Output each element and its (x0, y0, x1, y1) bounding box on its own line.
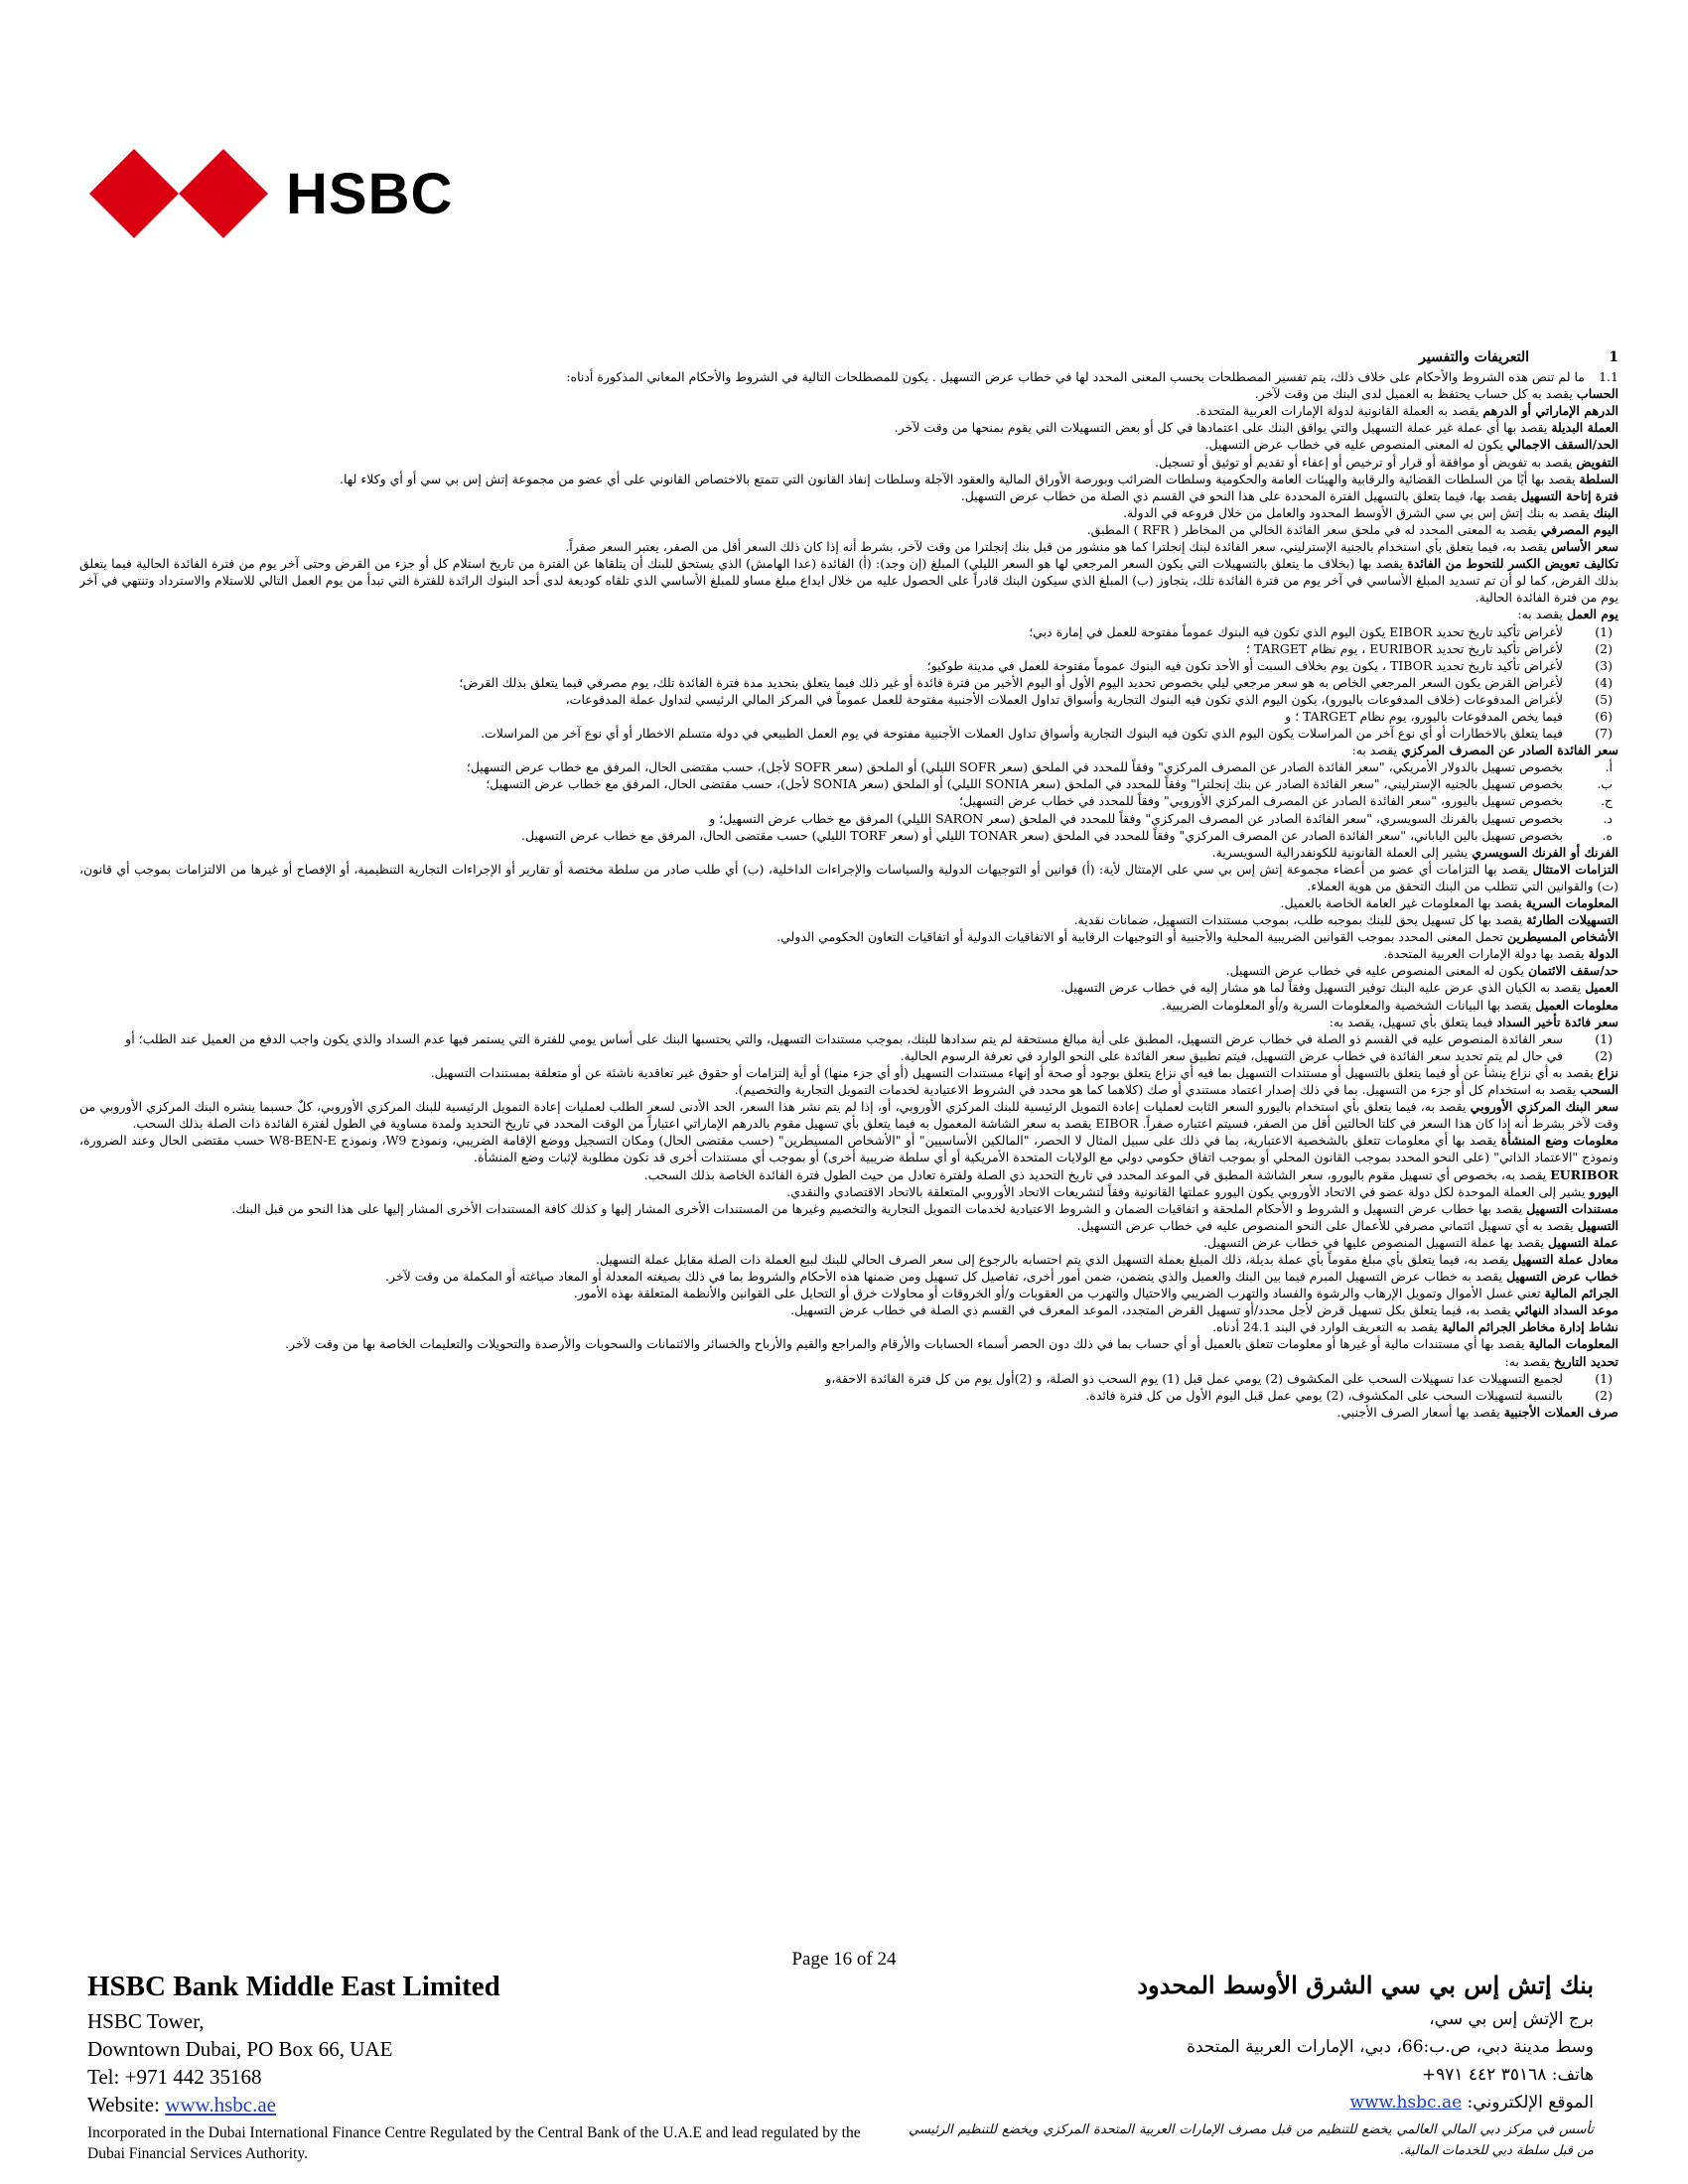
list-text: لأغراض القرض يكون السعر المرجعي الخاص به هو سعر مرجعي ليلي بخصوص تحديد اليوم الأول أو اليوم الأخير من فترة فائدة أو غير ذلك فيما يتعلق بتحديد مدة فترة الفائدة تلك، يوم مصرفي فيما يتعلق بذلك القرض؛ (459, 674, 1563, 690)
definition-paragraph (79, 606, 1618, 622)
list-marker: (2) (1595, 640, 1613, 656)
defined-term: الحد/السقف الاجمالي (1506, 437, 1618, 453)
definition-paragraph (79, 385, 1618, 402)
list-text: لأغراض تأكيد تاريخ تحديد EIBOR يكون اليوم الذي تكون فيه البنوك عموماً مفتوحة للعمل في إمارة دبي؛ (1029, 623, 1563, 639)
defined-term: المعلومات السرية (1525, 895, 1618, 910)
definition-text: يكون له المعنى المنصوص عليه في خطاب عرض التسهيل. (1204, 437, 1503, 453)
definition-paragraph (79, 1098, 1618, 1132)
list-marker: ج. (1600, 793, 1613, 809)
defined-term: سعر الفائدة الصادر عن المصرف المركزي (1401, 743, 1618, 758)
list-item (79, 792, 1618, 809)
defined-term: التسهيلات الطارئة (1526, 912, 1618, 928)
definition-paragraph (79, 504, 1618, 521)
footer-website-link-ar[interactable]: www.hsbc.ae (1349, 2093, 1463, 2113)
definition-paragraph (79, 1285, 1618, 1301)
definition-paragraph (79, 436, 1618, 453)
list-marker: (6) (1595, 708, 1613, 724)
list-item (79, 1370, 1618, 1387)
list-marker: (4) (1595, 674, 1613, 690)
definition-text: يقصد به، بخصوص أي تسهيل مقوم باليورو، سعر الشاشة المطبق في الموعد المحدد في تاريخ التحديد ذي الصلة ولفترة تعادل من حيث الطول فترة الفائدة الخاصة بذلك السحب. (643, 1166, 1547, 1182)
list-item (79, 775, 1618, 792)
defined-term: عملة التسهيل (1547, 1234, 1618, 1250)
definition-paragraph (79, 1200, 1618, 1217)
defined-term: مستندات التسهيل (1526, 1200, 1618, 1216)
definition-text: يقصد بها، فيما يتعلق بالتسهيل الفترة المحددة على هذا النحو في القسم ذي الصلة من خطاب عرض التسهيل. (960, 487, 1517, 503)
list-item (79, 640, 1618, 657)
definition-text: يشير إلى العملة القانونية للكونفدرالية السويسرية. (1211, 844, 1469, 860)
definition-text: يقصد به استخدام كل أو جزء من التسهيل. بما في ذلك إصدار اعتماد مستندي أو صك (كلاهما كما هو محدد في الشروط الاعتيادية لخدمات التمويل التجارية والتخصيم). (734, 1082, 1577, 1098)
footer-arabic (1137, 1971, 1594, 2116)
definition-text: يقصد بها أسعار الصرف الأجنبي. (1336, 1404, 1500, 1420)
central-rate-list (79, 758, 1618, 843)
definition-paragraph (79, 1251, 1618, 1268)
list-marker: (1) (1595, 1030, 1613, 1046)
list-marker: (1) (1595, 623, 1613, 639)
list-marker: (3) (1595, 657, 1613, 673)
defined-term: حد/سقف الائتمان (1527, 963, 1618, 979)
definition-text: يقصد به المعنى المحدد له في ملحق سعر الفائدة الخالي من المخاطر ( RFR ) المطبق. (1086, 521, 1537, 537)
footer-website-row (87, 2091, 500, 2118)
footer-address-ar-1: برج الإتش إس بي سي، (1429, 2009, 1594, 2029)
definition-paragraph (79, 471, 1618, 487)
defined-term: سعر فائدة تأخير السداد (1496, 1014, 1618, 1029)
definition-paragraph (79, 945, 1618, 962)
definition-paragraph (79, 844, 1618, 861)
list-marker: (2) (1595, 1387, 1613, 1403)
defined-term: نزاع (1597, 1064, 1618, 1080)
defined-term: معادل عملة التسهيل (1512, 1251, 1618, 1267)
definition-text: يقصد بها التزامات أي عضو من أعضاء مجموعة إتش إس بي سي على الإمتثال لأية: (أ) قوانين أو التوجيهات الدولية والسياسات والإجراءات الداخلية، (ب) أي طلب صادر من سلطة مختصة أو تقارير أو الإجراءات التجارية التنظيمية، أو الإفصاح أو غيرها من الالتزامات بموجب أي قانون، (ت) والقوانين التي تتطلب من البنك التحقق من هوية العملاء. (79, 861, 1618, 893)
definition-text: يقصد بها المعلومات غير العامة الخاصة بالعميل. (1280, 895, 1522, 910)
list-text: لأغراض تأكيد تاريخ تحديد EURIBOR ، يوم نظام TARGET ؛ (1245, 640, 1563, 656)
definition-text: يقصد به، فيما يتعلق بأي استخدام باليورو السعر الثابت لعمليات إعادة التمويل الرئيسية للبنك المركزي الأوروبي، أو، إذا لم يتم نشر هذا السعر، الحد الأدنى لسعر الطلب لعمليات إعادة التمويل الرئيسية للبنك المركزي الأوروبي، كلٌ حسبما ينشره البنك المركزي الأوروبي من وقت لآخر بشرط أنه إذا كان هذا السعر في كلتا الحالتين أقل من الصفر، فسيتم اعتباره صفراً. EIBOR يقصد به سعر الشاشة المعمول به فيما يتعلق بأي تسهيل مقوم بالدرهم الإماراتي اعتباراً من الوقت المحدد في تاريخ التحديد ولمدة مساوية في الطول لفترة الفائدة ذات الصلة بذلك السحب. (79, 1099, 1618, 1132)
footer-website-link[interactable]: www.hsbc.ae (165, 2093, 276, 2116)
footer-english (87, 1971, 500, 2118)
list-marker: د. (1603, 810, 1613, 826)
defined-term: يوم العمل (1566, 607, 1618, 622)
footer-bank-name: HSBC Bank Middle East Limited (87, 1971, 500, 2002)
defined-term: الأشخاص المسيطرين (1507, 929, 1618, 945)
definition-paragraph (79, 1064, 1618, 1081)
definition-text: يقصد به خطاب عرض التسهيل المبرم فيما بين البنك والعميل والذي يتضمن، ضمن أمور أخرى، تفاصيل كل تسهيل ومن ضمنها هذه الأحكام والشروط بما في ذلك بصيغته المعدلة أو المعاد صياغته أو المكملة من وقت لآخر. (385, 1269, 1503, 1285)
business-day-list (79, 623, 1618, 743)
list-item (79, 725, 1618, 742)
defined-term: سعر البنك المركزي الأوروبي (1470, 1099, 1618, 1115)
list-item (79, 657, 1618, 674)
definition-text: يكون له المعنى المنصوص عليه في خطاب عرض التسهيل. (1225, 963, 1524, 979)
definition-paragraph (79, 962, 1618, 979)
defined-term: التزامات الامتثال (1532, 861, 1618, 877)
definition-text: يقصد به أي نزاع ينشأ عن أو فيما يتعلق بالتسهيل أو مستندات التسهيل بما فيه أي نزاع يتعلق بوجود أو صحة أو إنهاء مستندات التسهيل (أو أي جزء منها) أو أية إلتزامات أو حقوق غير تعاقدية ناشئة عن أو متعلقة بمستندات التسهيل. (430, 1064, 1594, 1080)
list-item (79, 827, 1618, 844)
definition-paragraph (79, 1335, 1618, 1352)
defined-term: الدولة (1588, 946, 1618, 962)
definition-paragraph (79, 1081, 1618, 1098)
definition-paragraph (79, 419, 1618, 436)
definition-text: يقصد به: (1504, 1353, 1551, 1369)
definition-paragraph (79, 1318, 1618, 1335)
incorporation-statement: Incorporated in the Dubai International Finance Centre Regulated by the Central Bank of the U.A.E and lead regulated by the Dubai Financial Services Authority. (87, 2124, 861, 2162)
footer-phone: Tel: +971 442 35168 (87, 2065, 262, 2089)
definition-text: يقصد بها أي معلومات تتعلق بالشخصية الاعتبارية، بما في ذلك على سبيل المثال لا الحصر، "المالكين الأساسيين" أو "الأشخاص المسيطرين" (حسب مقتضى الحال) ومكان التسجيل ووضع الإقامة الضريبي، ونموذج W9، ونموذج W8-BEN-E حسب مقتضى الحال وعند الضرورة، ونموذج "الاعتماد الذاتي" (على النحو المحدد بموجب القانون المحلي أو بموجب اتفاق حكومي دولي مع الولايات المتحدة الأمريكية أو أي سلطة ضريبية أخرى) أو بموجب أي مستندات أخرى قد تكون مطلوبة لإثبات وضع المنشأة. (79, 1133, 1618, 1165)
list-marker: (2) (1595, 1047, 1613, 1063)
document-body (79, 349, 1618, 1938)
section-heading (79, 349, 1618, 366)
defined-term: خطاب عرض التسهيل (1506, 1269, 1618, 1285)
defined-term: اليورو (1589, 1183, 1618, 1199)
definition-paragraph (79, 861, 1618, 894)
definition-text: يقصد به، فيما يتعلق بأي استخدام بالجنية الإسترليني، سعر الفائدة لبنك إنجلترا كما هو منشور من قبل بنك إنجلترا من وقت لآخر، بشرط أنه إذا كان ذلك السعر أقل من الصفر، يعتبر السعر صفراً. (565, 539, 1548, 555)
defined-term: موعد السداد النهائي (1514, 1302, 1618, 1318)
definition-text: يقصد بها كل تسهيل يحق للبنك بموجبه طلب، بموجب مستندات التسهيل، ضمانات نقدية. (1073, 912, 1523, 928)
list-marker: ه. (1602, 827, 1613, 843)
hsbc-logo (89, 149, 453, 238)
list-item (79, 810, 1618, 827)
list-item (79, 708, 1618, 725)
defined-term: العملة البديلة (1551, 420, 1618, 436)
definition-paragraph (79, 1014, 1618, 1030)
defined-term: فترة إتاحة التسهيل (1520, 487, 1618, 503)
definition-text: يشير إلى العملة الموحدة لكل دولة عضو في الاتحاد الأوروبي يكون اليورو عملتها القانونية وفقاً لتشريعات الاتحاد الأوروبي المتعلقة بالاتحاد الاقتصادي والنقدي. (786, 1183, 1586, 1199)
definition-paragraph (79, 894, 1618, 911)
hsbc-hexagon-icon (89, 149, 268, 238)
list-text: بخصوص تسهيل بالجنيه الإسترليني، "سعر الفائدة الصادر عن بنك إنجلترا" وفقاً للمحدد في الملحق (سعر SONIA الليلي) أو الملحق (سعر SONIA لأجل)، حسب مقتضى الحال، المرفق مع خطاب عرض التسهيل؛ (486, 776, 1563, 792)
list-text: بخصوص تسهيل بالين الياباني، "سعر الفائدة الصادر عن المصرف المركزي" وفقاً للمحدد في الملحق (سعر TONAR الليلي أو (سعر TORF الليلي) حسب مقتضى الحال، المرفق مع خطاب عرض التسهيل. (521, 827, 1563, 843)
defined-term: المعلومات المالية (1528, 1336, 1618, 1352)
footer-address-2: Downtown Dubai, PO Box 66, UAE (87, 2037, 393, 2061)
definition-paragraph (79, 1217, 1618, 1234)
definition-paragraph (79, 402, 1618, 419)
list-text: لجميع التسهيلات عدا تسهيلات السحب على المكشوف (2) يومي عمل قبل (1) يوم السحب ذو الصلة، و (2)أول يوم من كل فترة الفائدة الاحقة،و (825, 1370, 1563, 1386)
list-text: لأغراض تأكيد تاريخ تحديد TIBOR ، يكون يوم بخلاف السبت أو الأحد تكون فيه البنوك عموماً مفتوحة للعمل في مدينة طوكيو؛ (926, 657, 1563, 673)
defined-term: سعر الأساس (1551, 539, 1618, 555)
definitions-block-5 (79, 1404, 1618, 1421)
definition-text: يقصد بها دولة الإمارات العربية المتحدة. (1383, 946, 1585, 962)
definition-paragraph (79, 521, 1618, 538)
section-number: 1 (1609, 349, 1618, 365)
definition-text: يقصد به كل حساب يحتفظ به العميل لدى البنك من وقت لآخر. (1254, 386, 1573, 402)
defined-term: EURIBOR (1550, 1166, 1618, 1182)
definitions-block-1 (79, 368, 1618, 622)
definition-paragraph (79, 454, 1618, 471)
defined-term: السحب (1580, 1082, 1618, 1098)
fix-date-list (79, 1370, 1618, 1404)
definition-text: يقصد به الكيان الذي عرض عليه البنك توفير التسهيل وفقاً لما هو مشار إليه في خطاب عرض التسهيل. (1059, 980, 1582, 996)
definition-text: يقصد به العملة القانونية لدولة الإمارات العربية المتحدة. (1196, 403, 1479, 419)
definition-paragraph (79, 1301, 1618, 1318)
list-item (79, 1047, 1618, 1064)
definition-text: يقصد بها أي عملة غير عملة التسهيل والتي يوافق البنك على اعتمادها في كل أو بعض التسهيلات التي يقوم بمنحها من وقت لآخر. (894, 420, 1548, 436)
hsbc-wordmark: HSBC (286, 161, 454, 226)
definition-paragraph (79, 1132, 1618, 1165)
defined-term: العميل (1585, 980, 1618, 996)
definition-text: يقصد به تفويض أو موافقة أو قرار أو ترخيص أو إعفاء أو تقديم أو توثيق أو تسجيل. (1154, 454, 1573, 470)
list-text: بالنسبة لتسهيلات السحب على المكشوف، (2) يومي عمل قبل اليوم الأول من كل فترة فائدة. (1085, 1387, 1563, 1403)
definition-text: يقصد به التعريف الوارد في البند 24.1 أدناه. (1212, 1319, 1438, 1335)
list-item (79, 758, 1618, 775)
footer-website-label-ar: الموقع الإلكتروني: (1462, 2093, 1594, 2113)
definition-paragraph (79, 1353, 1618, 1370)
definition-paragraph (79, 911, 1618, 928)
list-marker: (7) (1595, 726, 1613, 742)
list-text: بخصوص تسهيل بالفرنك السويسري، "سعر الفائدة الصادر عن المصرف المركزي" وفقاً للمحدد في الملحق (سعر SARON الليلي) المرفق مع خطاب عرض التسهيل؛ و (709, 810, 1563, 826)
definition-text: يقصد به بنك إتش إس بي سي الشرق الأوسط المحدود والعامل من خلال فروعه في الدولة. (1123, 504, 1590, 520)
defined-term: السلطة (1579, 471, 1618, 486)
definition-paragraph (79, 487, 1618, 504)
footer-address-1: HSBC Tower, (87, 2009, 205, 2033)
definitions-block-4 (79, 1064, 1618, 1370)
defined-term: معلومات العميل (1535, 997, 1618, 1013)
footer-website-row-ar (1137, 2089, 1594, 2116)
list-item (79, 691, 1618, 708)
definition-text: يقصد بها البيانات الشخصية والمعلومات السرية و/أو المعلومات الضريبية. (1161, 997, 1532, 1013)
definition-paragraph (79, 928, 1618, 945)
definition-text: يقصد به، فيما يتعلق بكل تسهيل قرض لأجل محدد/أو تسهيل القرض المتجدد، الموعد المعرف في القسم ذي الصلة في خطاب عرض التسهيل. (790, 1302, 1511, 1318)
definition-text: يقصد به: (1351, 743, 1398, 758)
list-text: فيما يتعلق بالاخطارات أو أي نوع آخر من المراسلات يكون اليوم الذي تكون فيه البنوك التجارية وأسواق تداول العملات الأجنبية مفتوحة في يوم العمل الطبيعي في دولة متسلم الاخطار أو أي نوع آخر من المراسلات. (480, 726, 1563, 742)
footer-website-label: Website: (87, 2093, 166, 2116)
definition-paragraph (79, 1166, 1618, 1183)
defined-term: الفرنك أو الفرنك السويسري (1472, 844, 1618, 860)
defined-term: معلومات وضع المنشأة (1500, 1133, 1618, 1149)
defined-term: الحساب (1576, 386, 1618, 402)
footer-bank-name-ar: بنك إتش إس بي سي الشرق الأوسط المحدود (1137, 1971, 1594, 1999)
definition-text: يقصد به أي تسهيل ائتماني مصرفي للأعمال على النحو المنصوص عليه في خطاب عرض التسهيل. (1076, 1217, 1574, 1233)
list-item (79, 1030, 1618, 1047)
list-marker: ب. (1597, 776, 1613, 792)
definition-paragraph (79, 1234, 1618, 1251)
definition-paragraph (79, 1183, 1618, 1200)
clause-number: 1.1 (1599, 369, 1618, 385)
defined-term: تكاليف تعويض الكسر للتحوط من الفائدة (1407, 556, 1618, 572)
footer-phone-ar: هاتف: ٣٥١٦٨ ٤٤٢ ٩٧١+ (1421, 2065, 1594, 2085)
definition-paragraph (79, 742, 1618, 758)
list-text: في حال لم يتم تحديد سعر الفائدة في خطاب عرض التسهيل، فيتم تطبيق سعر الفائدة على النحو الوارد في تعرفة الرسوم الحالية. (900, 1047, 1563, 1063)
list-item (79, 674, 1618, 691)
definition-paragraph (79, 979, 1618, 996)
list-text: لأغراض المدفوعات (خلاف المدفوعات باليورو)، يكون اليوم الذي تكون فيه البنوك التجارية وأسواق تداول العملات الأجنبية مفتوحة للعمل عموماً في المركز المالي الرئيسي لتداول عملة المدفوعات، (565, 691, 1563, 707)
definition-text: فيما يتعلق بأي تسهيل، يقصد به: (1329, 1014, 1493, 1029)
definition-text: يقصد بها (بخلاف ما يتعلق بالتسهيلات التي يكون السعر المرجعي لها هو السعر الليلي) المبلغ (إن وجد): (أ) الفائدة (عدا الهامش) الذي يستحق للبنك أن يتلقاها عن الفترة من تاريخ استلام كل أو جزء من القرض وحتى آخر يوم من فترة الفائدة الحالية فيما يتعلق بذلك القرض، كما لو أن تم تسديد المبلغ الأساسي في آخر يوم من فترة الفائدة تلك، يتجاوز (ب) المبلغ الذي سيكون البنك قادراً على الحصول عليه من خلال ايداع مبلغ مساو للمبلغ الأساسي الذي تلقاه كوديعة لدى أحد البنوك الرائدة للفترة التي تبدأ من يوم العمل التالي للاستلام والاسترداد وتنتهي في آخر يوم من فترة الفائدة الحالية. (79, 556, 1618, 606)
definition-text: يقصد بها أيًا من السلطات القضائية والرقابية والهيئات العامة والحكومية وسلطات الضرائب وبورصة الأوراق المالية والعقود الآجلة وسلطات إنفاذ القانون التي تتمتع بالاختصاص القانوني على أي عضو من مجموعة إتش إس بي سي أو أي وكلاء لها. (340, 471, 1576, 486)
section-title: التعريفات والتفسير (1419, 349, 1529, 365)
defined-term: التسهيل (1577, 1217, 1618, 1233)
defined-term: التفويض (1576, 454, 1618, 470)
definition-paragraph (79, 1268, 1618, 1285)
defined-term: الجرائم المالية (1544, 1286, 1618, 1301)
incorporation-statement-ar: تأسس في مركز دبي المالي العالمي يخضع للتنظيم من قبل مصرف الإمارات العربية المتحدة المركزي ويخضع للتنظيم الرئيسي من قبل سلطة دبي للخدمات المالية. (909, 2122, 1594, 2158)
defined-term: اليوم المصرفي (1540, 521, 1618, 537)
list-marker: (1) (1595, 1370, 1613, 1386)
definition-text: يقصد بها أي مستندات مالية أو غيرها أو معلومات تتعلق بالعميل أو أي حساب بما في ذلك دون الحصر أسماء الحسابات والأرقام والمراجع والقيم والأرباح والخسائر والائتمانات والسحوبات والأرصدة والتحويلات والتعليمات الخاصة بها من وقت لآخر. (285, 1336, 1525, 1352)
list-marker: أ. (1605, 759, 1613, 775)
definition-paragraph (79, 1404, 1618, 1421)
definition-text: يقصد بها عملة التسهيل المنصوص عليها في خطاب عرض التسهيل. (1202, 1234, 1544, 1250)
definition-paragraph (79, 538, 1618, 555)
definitions-block-2 (79, 742, 1618, 758)
list-text: فيما يخص المدفوعات باليورو، يوم نظام TARGET ؛ و (1285, 708, 1563, 724)
definition-text: يقصد به، فيما يتعلق بأي مبلغ مقوماً بأي عملة بديلة، ذلك المبلغ بعملة التسهيل الذي يتم احتسابه بالرجوع إلى سعر الصرف الحالي للبنك لبيع العملة ذات الصلة مقابل عملة التسهيل. (595, 1251, 1509, 1267)
list-text: بخصوص تسهيل بالدولار الأمريكي، "سعر الفائدة الصادر عن المصرف المركزي" وفقاً للمحدد في الملحق (سعر SOFR الليلي) أو الملحق (سعر SOFR لأجل)، حسب مقتضى الحال، المرفق مع خطاب عرض التسهيل؛ (466, 759, 1563, 775)
late-rate-list (79, 1030, 1618, 1064)
definition-text: تعني غسل الأموال وتمويل الإرهاب والرشوة والفساد والتهرب الضريبي والاحتيال والتهرب من العقوبات و/أو الخروقات أو محاولات خرق أو التحايل على القوانين والأنظمة المتعلقة بهذه الأمور. (573, 1286, 1541, 1301)
defined-term: نشاط إدارة مخاطر الجرائم المالية (1441, 1319, 1618, 1335)
list-item (79, 623, 1618, 640)
definition-text: يقصد بها خطاب عرض التسهيل و الشروط و الأحكام الملحقة و اتفاقيات الضمان و الشروط الاعتيادية لخدمات التمويل التجارية والتخصيم وغيرها من المستندات الأخرى المشار إليها و كذلك كافة المستندات الأخرى المشار إليها على هذا النحو من قبل البنك. (231, 1200, 1523, 1216)
definition-paragraph (79, 997, 1618, 1014)
defined-term: البنك (1593, 504, 1618, 520)
list-marker: (5) (1595, 691, 1613, 707)
list-text: سعر الفائدة المنصوص عليه في القسم ذو الصلة في خطاب عرض التسهيل، المطبق على أية مبالغ مستحقة لم يتم سدادها للبنك، بموجب مستندات التسهيل، والتي يحتسبها البنك على أساس يومي للفترة التي يستمر فيها عدم السداد والذي يكون واجب الدفع من العميل عند الطلب؛ أو (125, 1030, 1563, 1046)
list-item (79, 1387, 1618, 1404)
definition-paragraph (79, 555, 1618, 606)
defined-term: الدرهم الإماراتي أو الدرهم (1482, 403, 1618, 419)
defined-term: تحديد التاريخ (1554, 1353, 1618, 1369)
definition-text: يقصد به: (1517, 607, 1563, 622)
definitions-block-3 (79, 844, 1618, 1030)
list-text: بخصوص تسهيل باليورو، "سعر الفائدة الصادر عن المصرف المركزي الأوروبي" وفقاً للمحدد في خطاب عرض التسهيل؛ (959, 793, 1563, 809)
definition-text: تحمل المعنى المحدد بموجب القوانين الضريبية المحلية والأجنبية أو التوجيهات الرقابية أو الاتفاقيات الدولية أو اتفاقيات التعاون الحكومي الدولي. (776, 929, 1504, 945)
defined-term: صرف العملات الأجنبية (1503, 1404, 1618, 1420)
footer-address-ar-2: وسط مدينة دبي، ص.ب:66، دبي، الإمارات العربية المتحدة (1187, 2037, 1594, 2057)
definition-paragraph (79, 368, 1618, 385)
page-number: Page 16 of 24 (791, 1949, 897, 1970)
definition-text: ما لم تنص هذه الشروط والأحكام على خلاف ذلك، يتم تفسير المصطلحات بحسب المعنى المحدد لها في خطاب عرض التسهيل . يكون للمصطلحات التالية في الشروط والأحكام المعاني المذكورة أدناه: (566, 369, 1585, 385)
